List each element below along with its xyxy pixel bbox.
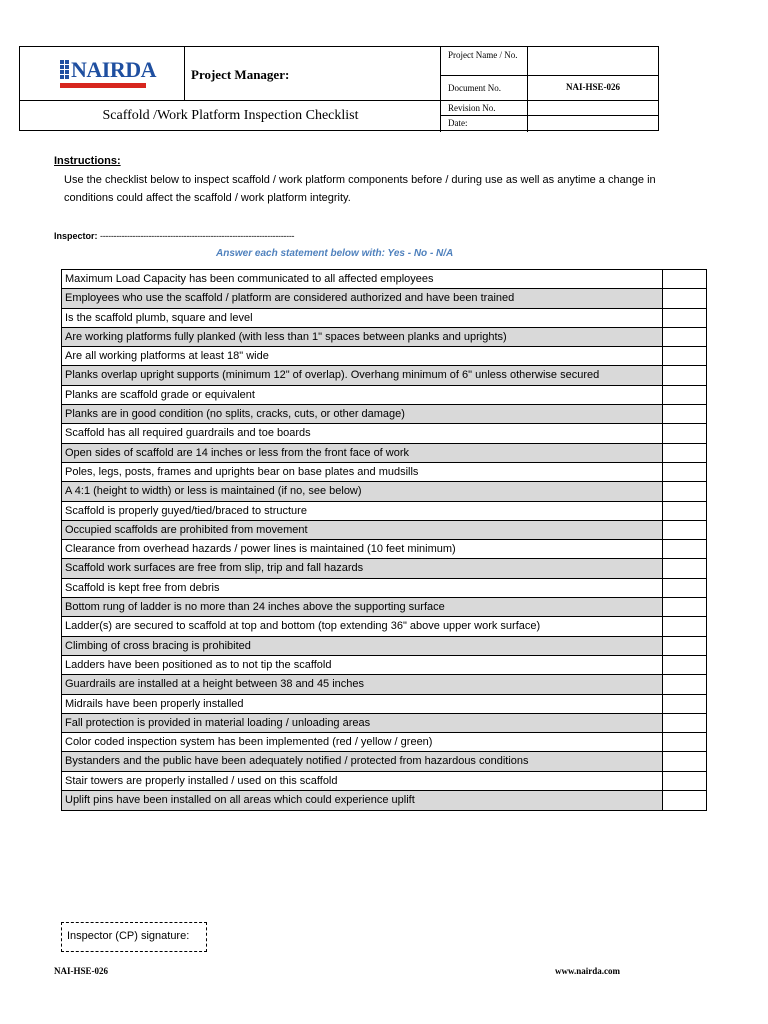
checklist-row bbox=[62, 675, 706, 694]
project-manager-label: Project Manager: bbox=[191, 67, 290, 82]
checklist-row bbox=[62, 424, 706, 443]
meta-label: Revision No. bbox=[441, 101, 528, 115]
checklist-statement: Occupied scaffolds are prohibited from movement bbox=[62, 521, 663, 539]
checklist-row bbox=[62, 772, 706, 791]
checklist-statement: Clearance from overhead hazards / power lines is maintained (10 feet minimum) bbox=[62, 540, 663, 558]
checklist-table bbox=[61, 269, 707, 811]
meta-row-date bbox=[441, 116, 658, 132]
signature-box[interactable] bbox=[61, 922, 207, 952]
checklist-statement: Ladder(s) are secured to scaffold at top and bottom (top extending 36" above upper work surface) bbox=[62, 617, 663, 635]
checklist-statement: Employees who use the scaffold / platform are considered authorized and have been trained bbox=[62, 289, 663, 307]
checklist-statement: Are working platforms fully planked (with less than 1" spaces between planks and uprights) bbox=[62, 328, 663, 346]
logo-squares-icon bbox=[60, 60, 70, 80]
logo-text: NAIRDA bbox=[71, 57, 156, 82]
meta-label: Project Name / No. bbox=[441, 47, 528, 75]
checklist-statement: Climbing of cross bracing is prohibited bbox=[62, 637, 663, 655]
checklist-answer-cell[interactable] bbox=[663, 637, 706, 655]
checklist-answer-cell[interactable] bbox=[663, 270, 706, 288]
logo-red-bar bbox=[60, 83, 146, 88]
checklist-answer-cell[interactable] bbox=[663, 366, 706, 384]
checklist-statement: Planks are scaffold grade or equivalent bbox=[62, 386, 663, 404]
instructions-text: Use the checklist below to inspect scaffold / work platform components before / during use as well as anytime a change in conditions could affect the scaffold / work platform integrity. bbox=[64, 174, 656, 204]
checklist-row bbox=[62, 733, 706, 752]
checklist-answer-cell[interactable] bbox=[663, 424, 706, 442]
checklist-answer-cell[interactable] bbox=[663, 502, 706, 520]
checklist-answer-cell[interactable] bbox=[663, 695, 706, 713]
checklist-statement: Poles, legs, posts, frames and uprights bear on base plates and mudsills bbox=[62, 463, 663, 481]
checklist-answer-cell[interactable] bbox=[663, 347, 706, 365]
checklist-statement: Uplift pins have been installed on all areas which could experience uplift bbox=[62, 791, 663, 810]
checklist-answer-cell[interactable] bbox=[663, 444, 706, 462]
checklist-row bbox=[62, 347, 706, 366]
checklist-statement: Scaffold work surfaces are free from slip, trip and fall hazards bbox=[62, 559, 663, 577]
checklist-answer-cell[interactable] bbox=[663, 617, 706, 635]
footer-doc-number: NAI-HSE-026 bbox=[54, 966, 109, 976]
project-manager-cell[interactable] bbox=[185, 47, 441, 100]
meta-row-document-no bbox=[441, 76, 658, 100]
meta-value[interactable] bbox=[528, 116, 658, 132]
checklist-statement: Color coded inspection system has been implemented (red / yellow / green) bbox=[62, 733, 663, 751]
checklist-row bbox=[62, 521, 706, 540]
checklist-answer-cell[interactable] bbox=[663, 521, 706, 539]
checklist-statement: Open sides of scaffold are 14 inches or less from the front face of work bbox=[62, 444, 663, 462]
checklist-statement: Bystanders and the public have been adequately notified / protected from hazardous conditions bbox=[62, 752, 663, 770]
checklist-statement: Are all working platforms at least 18" wide bbox=[62, 347, 663, 365]
checklist-answer-cell[interactable] bbox=[663, 675, 706, 693]
meta-value[interactable] bbox=[528, 101, 658, 115]
checklist-statement: Planks overlap upright supports (minimum 12" of overlap). Overhang minimum of 6" unless otherwise secured bbox=[62, 366, 663, 384]
meta-row-revision bbox=[441, 100, 658, 116]
checklist-row bbox=[62, 637, 706, 656]
checklist-answer-cell[interactable] bbox=[663, 559, 706, 577]
checklist-answer-cell[interactable] bbox=[663, 482, 706, 500]
checklist-answer-cell[interactable] bbox=[663, 328, 706, 346]
meta-row-project-name bbox=[441, 47, 658, 76]
checklist-answer-cell[interactable] bbox=[663, 752, 706, 770]
checklist-row bbox=[62, 328, 706, 347]
checklist-answer-cell[interactable] bbox=[663, 733, 706, 751]
inspector-field[interactable] bbox=[54, 231, 294, 241]
checklist-answer-cell[interactable] bbox=[663, 791, 706, 810]
checklist-statement: Fall protection is provided in material loading / unloading areas bbox=[62, 714, 663, 732]
inspector-line: ------------------------------------------------------------------------ bbox=[100, 231, 295, 241]
checklist-statement: Planks are in good condition (no splits, cracks, cuts, or other damage) bbox=[62, 405, 663, 423]
checklist-answer-cell[interactable] bbox=[663, 289, 706, 307]
checklist-statement: Scaffold is properly guyed/tied/braced to structure bbox=[62, 502, 663, 520]
checklist-statement: Scaffold has all required guardrails and toe boards bbox=[62, 424, 663, 442]
inspector-label: Inspector: bbox=[54, 231, 98, 241]
checklist-row bbox=[62, 405, 706, 424]
checklist-answer-cell[interactable] bbox=[663, 405, 706, 423]
checklist-row bbox=[62, 598, 706, 617]
meta-label: Document No. bbox=[441, 76, 528, 100]
nairda-logo bbox=[60, 57, 156, 88]
checklist-answer-cell[interactable] bbox=[663, 540, 706, 558]
checklist-row bbox=[62, 463, 706, 482]
checklist-row bbox=[62, 752, 706, 771]
checklist-row bbox=[62, 540, 706, 559]
checklist-row bbox=[62, 289, 706, 308]
checklist-statement: Is the scaffold plumb, square and level bbox=[62, 309, 663, 327]
checklist-row bbox=[62, 695, 706, 714]
checklist-row bbox=[62, 579, 706, 598]
checklist-row bbox=[62, 309, 706, 328]
footer-website[interactable]: www.nairda.com bbox=[555, 966, 620, 976]
checklist-row bbox=[62, 502, 706, 521]
checklist-answer-cell[interactable] bbox=[663, 386, 706, 404]
checklist-answer-cell[interactable] bbox=[663, 309, 706, 327]
checklist-answer-cell[interactable] bbox=[663, 579, 706, 597]
document-meta bbox=[441, 47, 658, 132]
meta-label: Date: bbox=[441, 116, 528, 132]
signature-label: Inspector (CP) signature: bbox=[67, 930, 190, 942]
checklist-statement: A 4:1 (height to width) or less is maintained (if no, see below) bbox=[62, 482, 663, 500]
meta-value: NAI-HSE-026 bbox=[565, 82, 620, 92]
checklist-answer-cell[interactable] bbox=[663, 598, 706, 616]
instructions-title: Instructions: bbox=[54, 155, 121, 167]
checklist-row bbox=[62, 559, 706, 578]
document-title: Scaffold /Work Platform Inspection Checklist bbox=[102, 108, 359, 123]
meta-value[interactable] bbox=[528, 47, 658, 75]
checklist-statement: Maximum Load Capacity has been communicated to all affected employees bbox=[62, 270, 663, 288]
document-header bbox=[19, 46, 659, 131]
answer-note: Answer each statement below with: Yes - No - N/A bbox=[216, 248, 454, 259]
checklist-statement: Guardrails are installed at a height between 38 and 45 inches bbox=[62, 675, 663, 693]
checklist-answer-cell[interactable] bbox=[663, 463, 706, 481]
checklist-row bbox=[62, 791, 706, 810]
checklist-row bbox=[62, 656, 706, 675]
checklist-row bbox=[62, 482, 706, 501]
checklist-answer-cell[interactable] bbox=[663, 772, 706, 790]
checklist-row bbox=[62, 714, 706, 733]
checklist-answer-cell[interactable] bbox=[663, 656, 706, 674]
checklist-row bbox=[62, 386, 706, 405]
checklist-row bbox=[62, 617, 706, 636]
checklist-statement: Stair towers are properly installed / used on this scaffold bbox=[62, 772, 663, 790]
checklist-statement: Ladders have been positioned as to not tip the scaffold bbox=[62, 656, 663, 674]
checklist-row bbox=[62, 366, 706, 385]
title-cell bbox=[20, 100, 441, 132]
checklist-row bbox=[62, 444, 706, 463]
checklist-row bbox=[62, 270, 706, 289]
logo-cell bbox=[20, 47, 185, 100]
checklist-statement: Midrails have been properly installed bbox=[62, 695, 663, 713]
checklist-statement: Bottom rung of ladder is no more than 24 inches above the supporting surface bbox=[62, 598, 663, 616]
checklist-statement: Scaffold is kept free from debris bbox=[62, 579, 663, 597]
checklist-answer-cell[interactable] bbox=[663, 714, 706, 732]
